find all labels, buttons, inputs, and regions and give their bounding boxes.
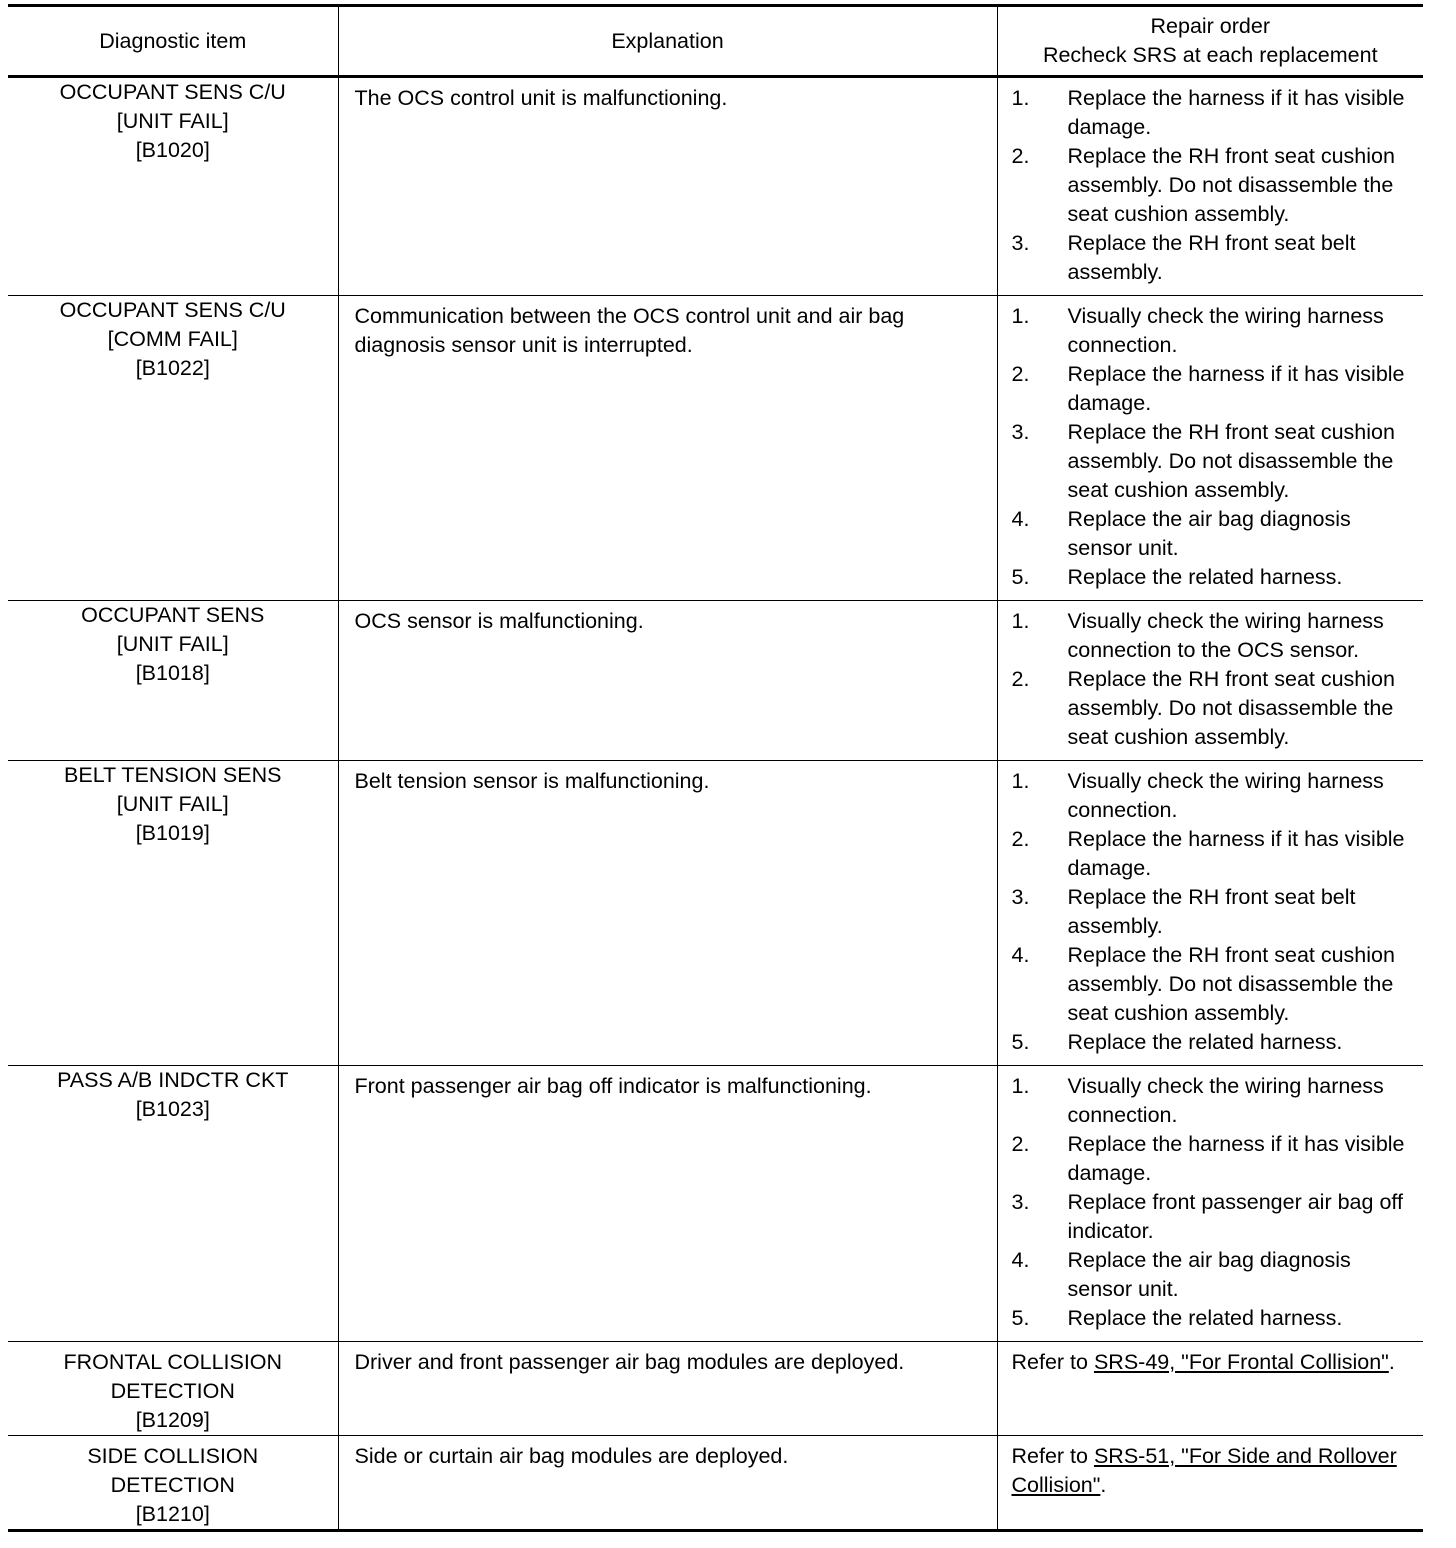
explanation-cell: OCS sensor is malfunctioning. — [338, 601, 997, 761]
table-row — [8, 77, 1423, 296]
diagnostic-item-name: BELT TENSION SENS — [64, 763, 282, 787]
repair-order-cell — [997, 1066, 1423, 1342]
repair-step: 4. Replace the RH front seat cushion assembly. Do not disassemble the seat cushion assembly. — [1011, 943, 1395, 1025]
srs-51-link[interactable]: SRS-51, "For Side and Rollover Collision" — [1011, 1444, 1397, 1497]
diagnostic-item-code: [B1019] — [135, 821, 210, 845]
repair-step: 5. Replace the related harness. — [1011, 1030, 1343, 1054]
header-repair-order-title: Repair order — [1150, 14, 1270, 38]
diagnostic-item-name: OCCUPANT SENS C/U — [59, 298, 286, 322]
table-row — [8, 761, 1423, 1066]
diagnostic-item-code: [B1020] — [135, 138, 210, 162]
repair-step: 2. Replace the harness if it has visible damage. — [1011, 1132, 1405, 1185]
explanation-cell: Communication between the OCS control unit and air bag diagnosis sensor unit is interrupted. — [338, 296, 997, 601]
repair-order-cell — [997, 77, 1423, 296]
refer-suffix: . — [1388, 1350, 1395, 1374]
table-row — [8, 1436, 1423, 1531]
repair-step: 3. Replace the RH front seat belt assembly. — [1011, 231, 1356, 284]
explanation-cell: The OCS control unit is malfunctioning. — [338, 77, 997, 296]
diagnostic-item-cell — [8, 77, 338, 296]
table-row — [8, 601, 1423, 761]
table-row — [8, 296, 1423, 601]
repair-step: 5. Replace the related harness. — [1011, 565, 1343, 589]
diagnostic-item-name: PASS A/B INDCTR CKT — [57, 1068, 289, 1092]
header-repair-order — [997, 6, 1423, 77]
repair-steps — [1012, 607, 1418, 752]
repair-step: 4. Replace the air bag diagnosis sensor unit. — [1011, 507, 1351, 560]
repair-step: 3. Replace front passenger air bag off indicator. — [1011, 1190, 1403, 1243]
repair-step: 5. Replace the related harness. — [1011, 1306, 1343, 1330]
repair-step: 2. Replace the harness if it has visible damage. — [1011, 827, 1405, 880]
repair-step: 1. Visually check the wiring harness connection. — [1011, 769, 1384, 822]
repair-order-cell — [997, 296, 1423, 601]
diagnostic-item-name-cont: DETECTION — [110, 1473, 235, 1497]
repair-step: 2. Replace the RH front seat cushion assembly. Do not disassemble the seat cushion assembly. — [1011, 667, 1395, 749]
repair-step: 1. Visually check the wiring harness connection. — [1011, 304, 1384, 357]
diagnostic-item-status: [UNIT FAIL] — [116, 632, 229, 656]
table-header-row — [8, 6, 1423, 77]
repair-step: 2. Replace the RH front seat cushion assembly. Do not disassemble the seat cushion assembly. — [1011, 144, 1395, 226]
refer-suffix: . — [1100, 1473, 1107, 1497]
explanation-cell: Belt tension sensor is malfunctioning. — [338, 761, 997, 1066]
diagnostic-item-cell — [8, 296, 338, 601]
refer-prefix: Refer to — [1011, 1444, 1094, 1468]
diagnostic-item-cell — [8, 761, 338, 1066]
repair-order-cell — [997, 1436, 1423, 1531]
diagnostic-table — [8, 4, 1423, 1532]
srs-49-link[interactable]: SRS-49, "For Frontal Collision" — [1093, 1350, 1389, 1374]
table-row — [8, 1066, 1423, 1342]
diagnostic-item-cell — [8, 601, 338, 761]
header-repair-order-note: Recheck SRS at each replacement — [1042, 43, 1378, 67]
repair-step: 1. Visually check the wiring harness connection to the OCS sensor. — [1011, 609, 1384, 662]
table-row — [8, 1342, 1423, 1436]
diagnostic-item-name: SIDE COLLISION — [87, 1444, 259, 1468]
diagnostic-item-status: [COMM FAIL] — [107, 327, 238, 351]
repair-steps — [1012, 84, 1418, 287]
diagnostic-item-name: OCCUPANT SENS C/U — [59, 80, 286, 104]
diagnostic-item-status: [UNIT FAIL] — [116, 109, 229, 133]
repair-step: 1. Replace the harness if it has visible damage. — [1011, 86, 1405, 139]
explanation-cell: Front passenger air bag off indicator is malfunctioning. — [338, 1066, 997, 1342]
diagnostic-item-code: [B1018] — [135, 661, 210, 685]
refer-prefix: Refer to — [1011, 1350, 1094, 1374]
repair-step: 3. Replace the RH front seat belt assembly. — [1011, 885, 1356, 938]
diagnostic-item-code: [B1023] — [135, 1097, 210, 1121]
repair-step: 1. Visually check the wiring harness connection. — [1011, 1074, 1384, 1127]
repair-step: 2. Replace the harness if it has visible damage. — [1011, 362, 1405, 415]
repair-steps — [1012, 767, 1418, 1057]
diagnostic-item-name: OCCUPANT SENS — [81, 603, 265, 627]
repair-steps — [1012, 302, 1418, 592]
header-explanation: Explanation — [338, 6, 997, 77]
repair-order-cell — [997, 1342, 1423, 1436]
header-diagnostic-item: Diagnostic item — [8, 6, 338, 77]
diagnostic-item-cell — [8, 1066, 338, 1342]
diagnostic-item-name: FRONTAL COLLISION — [63, 1350, 283, 1374]
diagnostic-item-code: [B1209] — [135, 1408, 210, 1432]
repair-steps — [1012, 1072, 1418, 1333]
diagnostic-item-code: [B1210] — [135, 1502, 210, 1526]
diagnostic-item-name-cont: DETECTION — [110, 1379, 235, 1403]
repair-order-cell — [997, 761, 1423, 1066]
repair-step: 4. Replace the air bag diagnosis sensor unit. — [1011, 1248, 1351, 1301]
repair-step: 3. Replace the RH front seat cushion assembly. Do not disassemble the seat cushion assembly. — [1011, 420, 1395, 502]
explanation-cell: Side or curtain air bag modules are deployed. — [338, 1436, 997, 1531]
repair-order-cell — [997, 601, 1423, 761]
diagnostic-item-status: [UNIT FAIL] — [116, 792, 229, 816]
diagnostic-item-cell — [8, 1436, 338, 1531]
diagnostic-item-cell — [8, 1342, 338, 1436]
diagnostic-item-code: [B1022] — [135, 356, 210, 380]
explanation-cell: Driver and front passenger air bag modules are deployed. — [338, 1342, 997, 1436]
